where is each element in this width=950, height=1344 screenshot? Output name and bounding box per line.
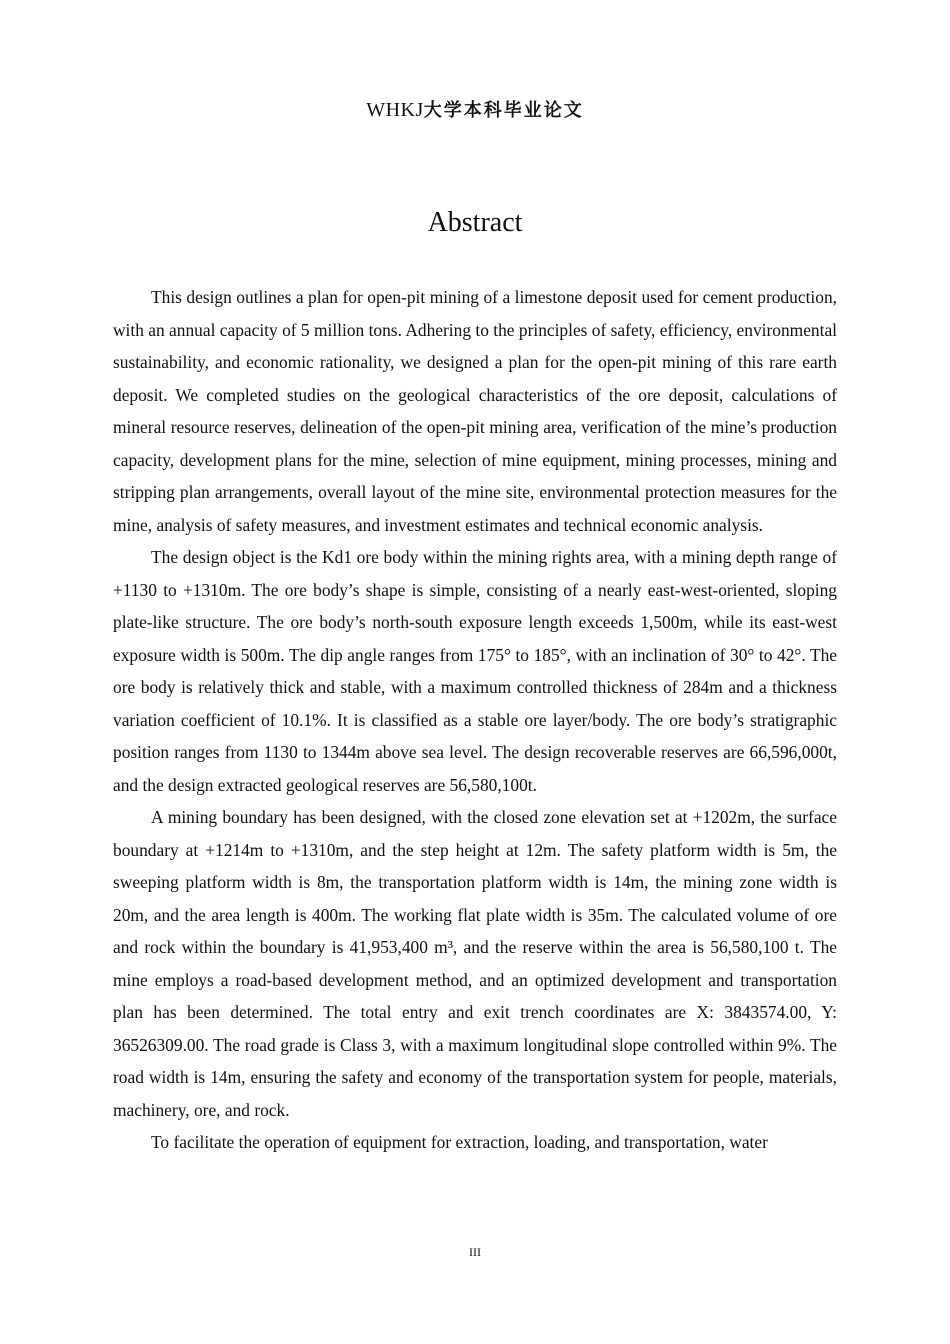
abstract-paragraph-4: To facilitate the operation of equipment for extraction, loading, and transportation, water [151, 1132, 768, 1152]
header-institution-code: WHKJ [366, 99, 424, 121]
running-header [0, 96, 950, 125]
abstract-paragraph-1: This design outlines a plan for open-pit mining of a limestone deposit used for cement production, with an annual capacity of 5 million tons. Adhering to the principles of safety, efficiency, environmental sustainability, and economic rationality, we designed a plan for the open-pit mining of this rare earth deposit. We completed studies on the geological characteristics of the ore deposit, calculations of mineral resource reserves, delineation of the open-pit mining area, verification of the mine’s production capacity, development plans for the mine, selection of mine equipment, mining processes, mining and stripping plan arrangements, overall layout of the mine site, environmental protection measures for the mine, analysis of safety measures, and investment estimates and technical economic analysis. [113, 287, 837, 535]
abstract-paragraph-3: A mining boundary has been designed, with the closed zone elevation set at +1202m, the surface boundary at +1214m to +1310m, and the step height at 12m. The safety platform width is 5m, the sweeping platform width is 8m, the transportation platform width is 14m, the mining zone width is 20m, and the area length is 400m. The working flat plate width is 35m. The calculated volume of ore and rock within the boundary is 41,953,400 m³, and the reserve within the area is 56,580,100 t. The mine employs a road-based development method, and an optimized development and transportation plan has been determined. The total entry and exit trench coordinates are X: 3843574.00, Y: 36526309.00. The road grade is Class 3, with a maximum longitudinal slope controlled within 9%. The road width is 14m, ensuring the safety and economy of the transportation system for people, materials, machinery, ore, and rock. [113, 807, 837, 1120]
abstract-body [113, 281, 837, 1159]
header-thesis-title: 大学本科毕业论文 [423, 100, 584, 121]
abstract-paragraph-2: The design object is the Kd1 ore body within the mining rights area, with a mining depth range of +1130 to +1310m. The ore body’s shape is simple, consisting of a nearly east-west-oriented, sloping plate-like structure. The ore body’s north-south exposure length exceeds 1,500m, while its east-west exposure width is 500m. The dip angle ranges from 175° to 185°, with an inclination of 30° to 42°. The ore body is relatively thick and stable, with a maximum controlled thickness of 284m and a thickness variation coefficient of 10.1%. It is classified as a stable ore layer/body. The ore body’s stratigraphic position ranges from 1130 to 1344m above sea level. The design recoverable reserves are 66,596,000t, and the design extracted geological reserves are 56,580,100t. [113, 547, 837, 795]
abstract-heading: Abstract [427, 207, 523, 238]
page-number: III [469, 1245, 481, 1259]
